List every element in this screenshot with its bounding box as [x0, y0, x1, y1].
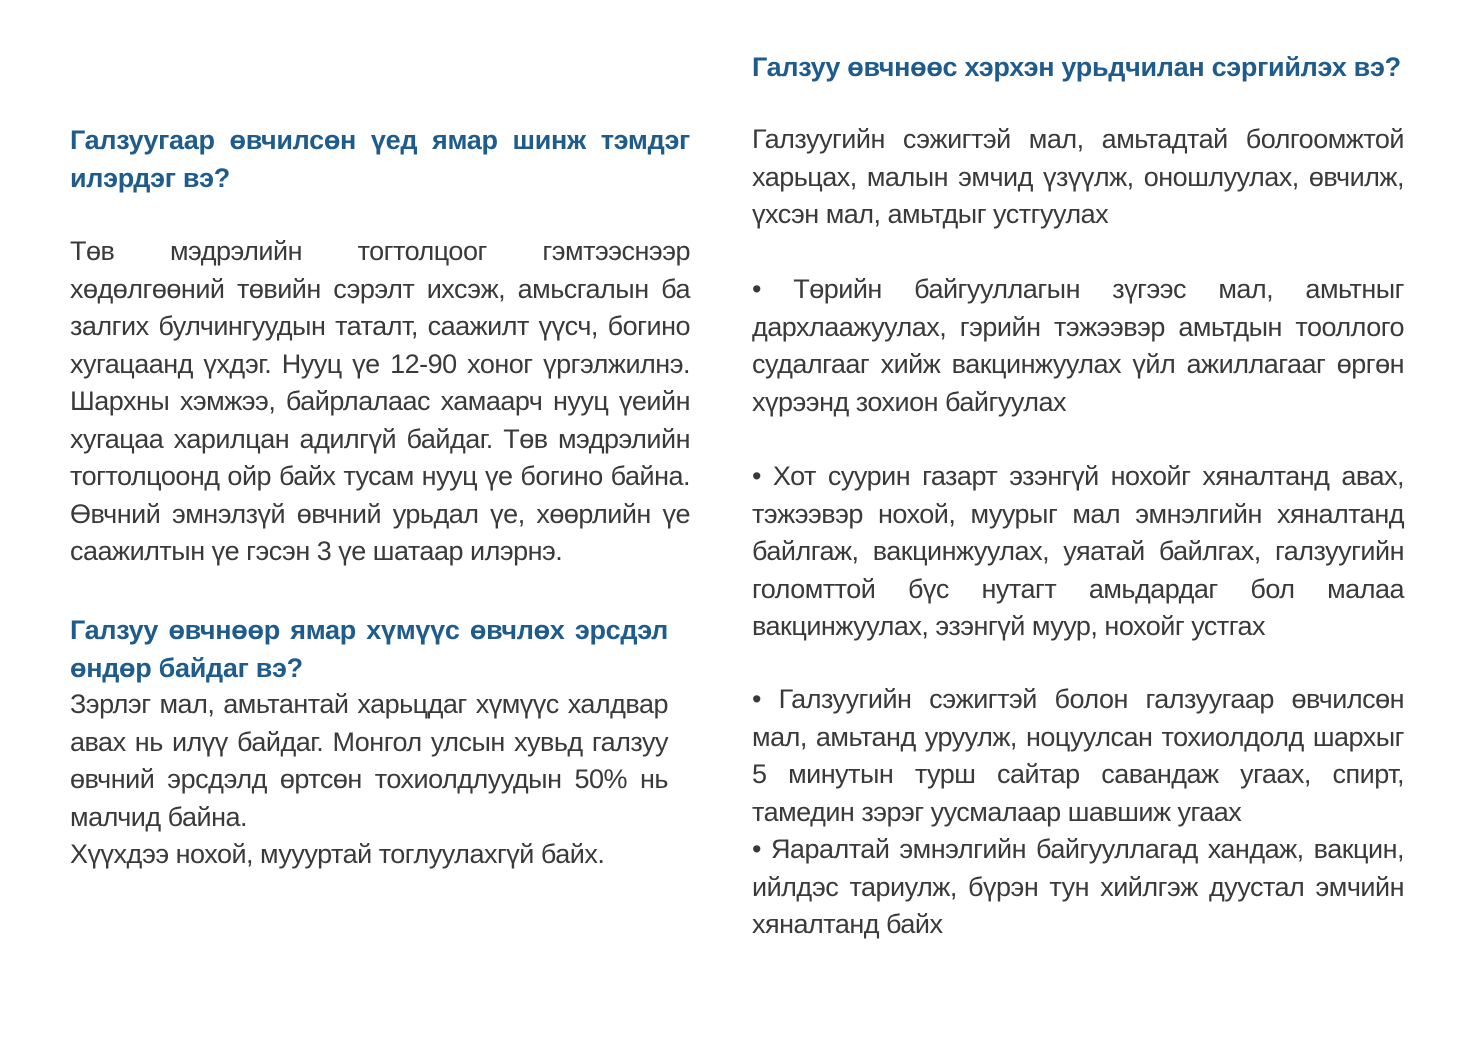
prevention-bullet-wound: • Галзуугийн сэжигтэй болон галзуугаар өвчилсөн мал, амьтанд уруулж, ноцуулсан тохиолдолд шархыг 5 минутын турш сайтар савандаж угаах, спирт, тамедин зэрэг уусмалаар шавшиж угаах — [752, 684, 1404, 827]
prevention-bullet-state: • Төрийн байгууллагын зүгээс мал, амьтныг дархлаажуулах, гэрийн тэжээвэр амьтдын тооллого судалгааг хийж вакцинжуулах үйл ажиллагааг өргөн хүрээнд зохион байгуулах — [752, 274, 1404, 417]
symptoms-heading: Галзуугаар өвчилсөн үед ямар шинж тэмдэг илэрдэг вэ? — [70, 125, 690, 193]
prevention-intro-paragraph: Галзуугийн сэжигтэй мал, амьтадтай болгоомжтой харьцах, малын эмчид үзүүлж, оношлуулах, өвчилж, үхсэн мал, амьтдыг устгуулах — [752, 124, 1404, 229]
prevention-bullet-city: • Хот суурин газарт эзэнгүй нохойг хяналтанд авах, тэжээвэр нохой, муурыг мал эмнэлгийн хяналтанд байлгаж, вакцинжуулах, уяатай байлгах, галзуугийн голомттой бүс нутагт амьдардаг бол малаа вакцинжуулах, эзэнгүй муур, нохойг устгах — [752, 461, 1404, 641]
prevention-bullet-hospital: • Яаралтай эмнэлгийн байгууллагад хандаж, вакцин, ийлдэс тариулж, бүрэн тун хийлгэж дуустал эмчийн хяналтанд байх — [752, 834, 1404, 939]
children-advice-line: Хүүхдээ нохой, муууртай тоглуулахгүй байх. — [70, 839, 605, 869]
risk-group-paragraph: Зэрлэг мал, амьтантай харьцдаг хүмүүс халдвар авах нь илүү байдаг. Монгол улсын хувьд галзуу өвчний эрсдэлд өртсөн тохиолдлуудын 50% нь малчид байна. — [70, 689, 668, 832]
risk-group-heading: Галзуу өвчнөөр ямар хүмүүс өвчлөх эрсдэл өндөр байдаг вэ? — [70, 615, 668, 683]
prevention-heading: Галзуу өвчнөөс хэрхэн урьдчилан сэргийлэх вэ? — [752, 52, 1401, 82]
symptoms-paragraph: Төв мэдрэлийн тогтолцоог гэмтээснээр хөдөлгөөний төвийн сэрэлт ихсэж, амьсгалын ба залгих булчингуудын таталт, саажилт үүсч, богино хугацаанд үхдэг. Нууц үе 12-90 хоног үргэлжилнэ. Шархны хэмжээ, байрлалаас хамаарч нууц үеийн хугацаа харилцан адилгүй байдаг. Төв мэдрэлийн тогтолцоонд ойр байх тусам нууц үе богино байна. Өвчний эмнэлзүй өвчний урьдал үе, хөөрлийн үе саажилтын үе гэсэн 3 үе шатаар илэрнэ. — [70, 236, 690, 566]
